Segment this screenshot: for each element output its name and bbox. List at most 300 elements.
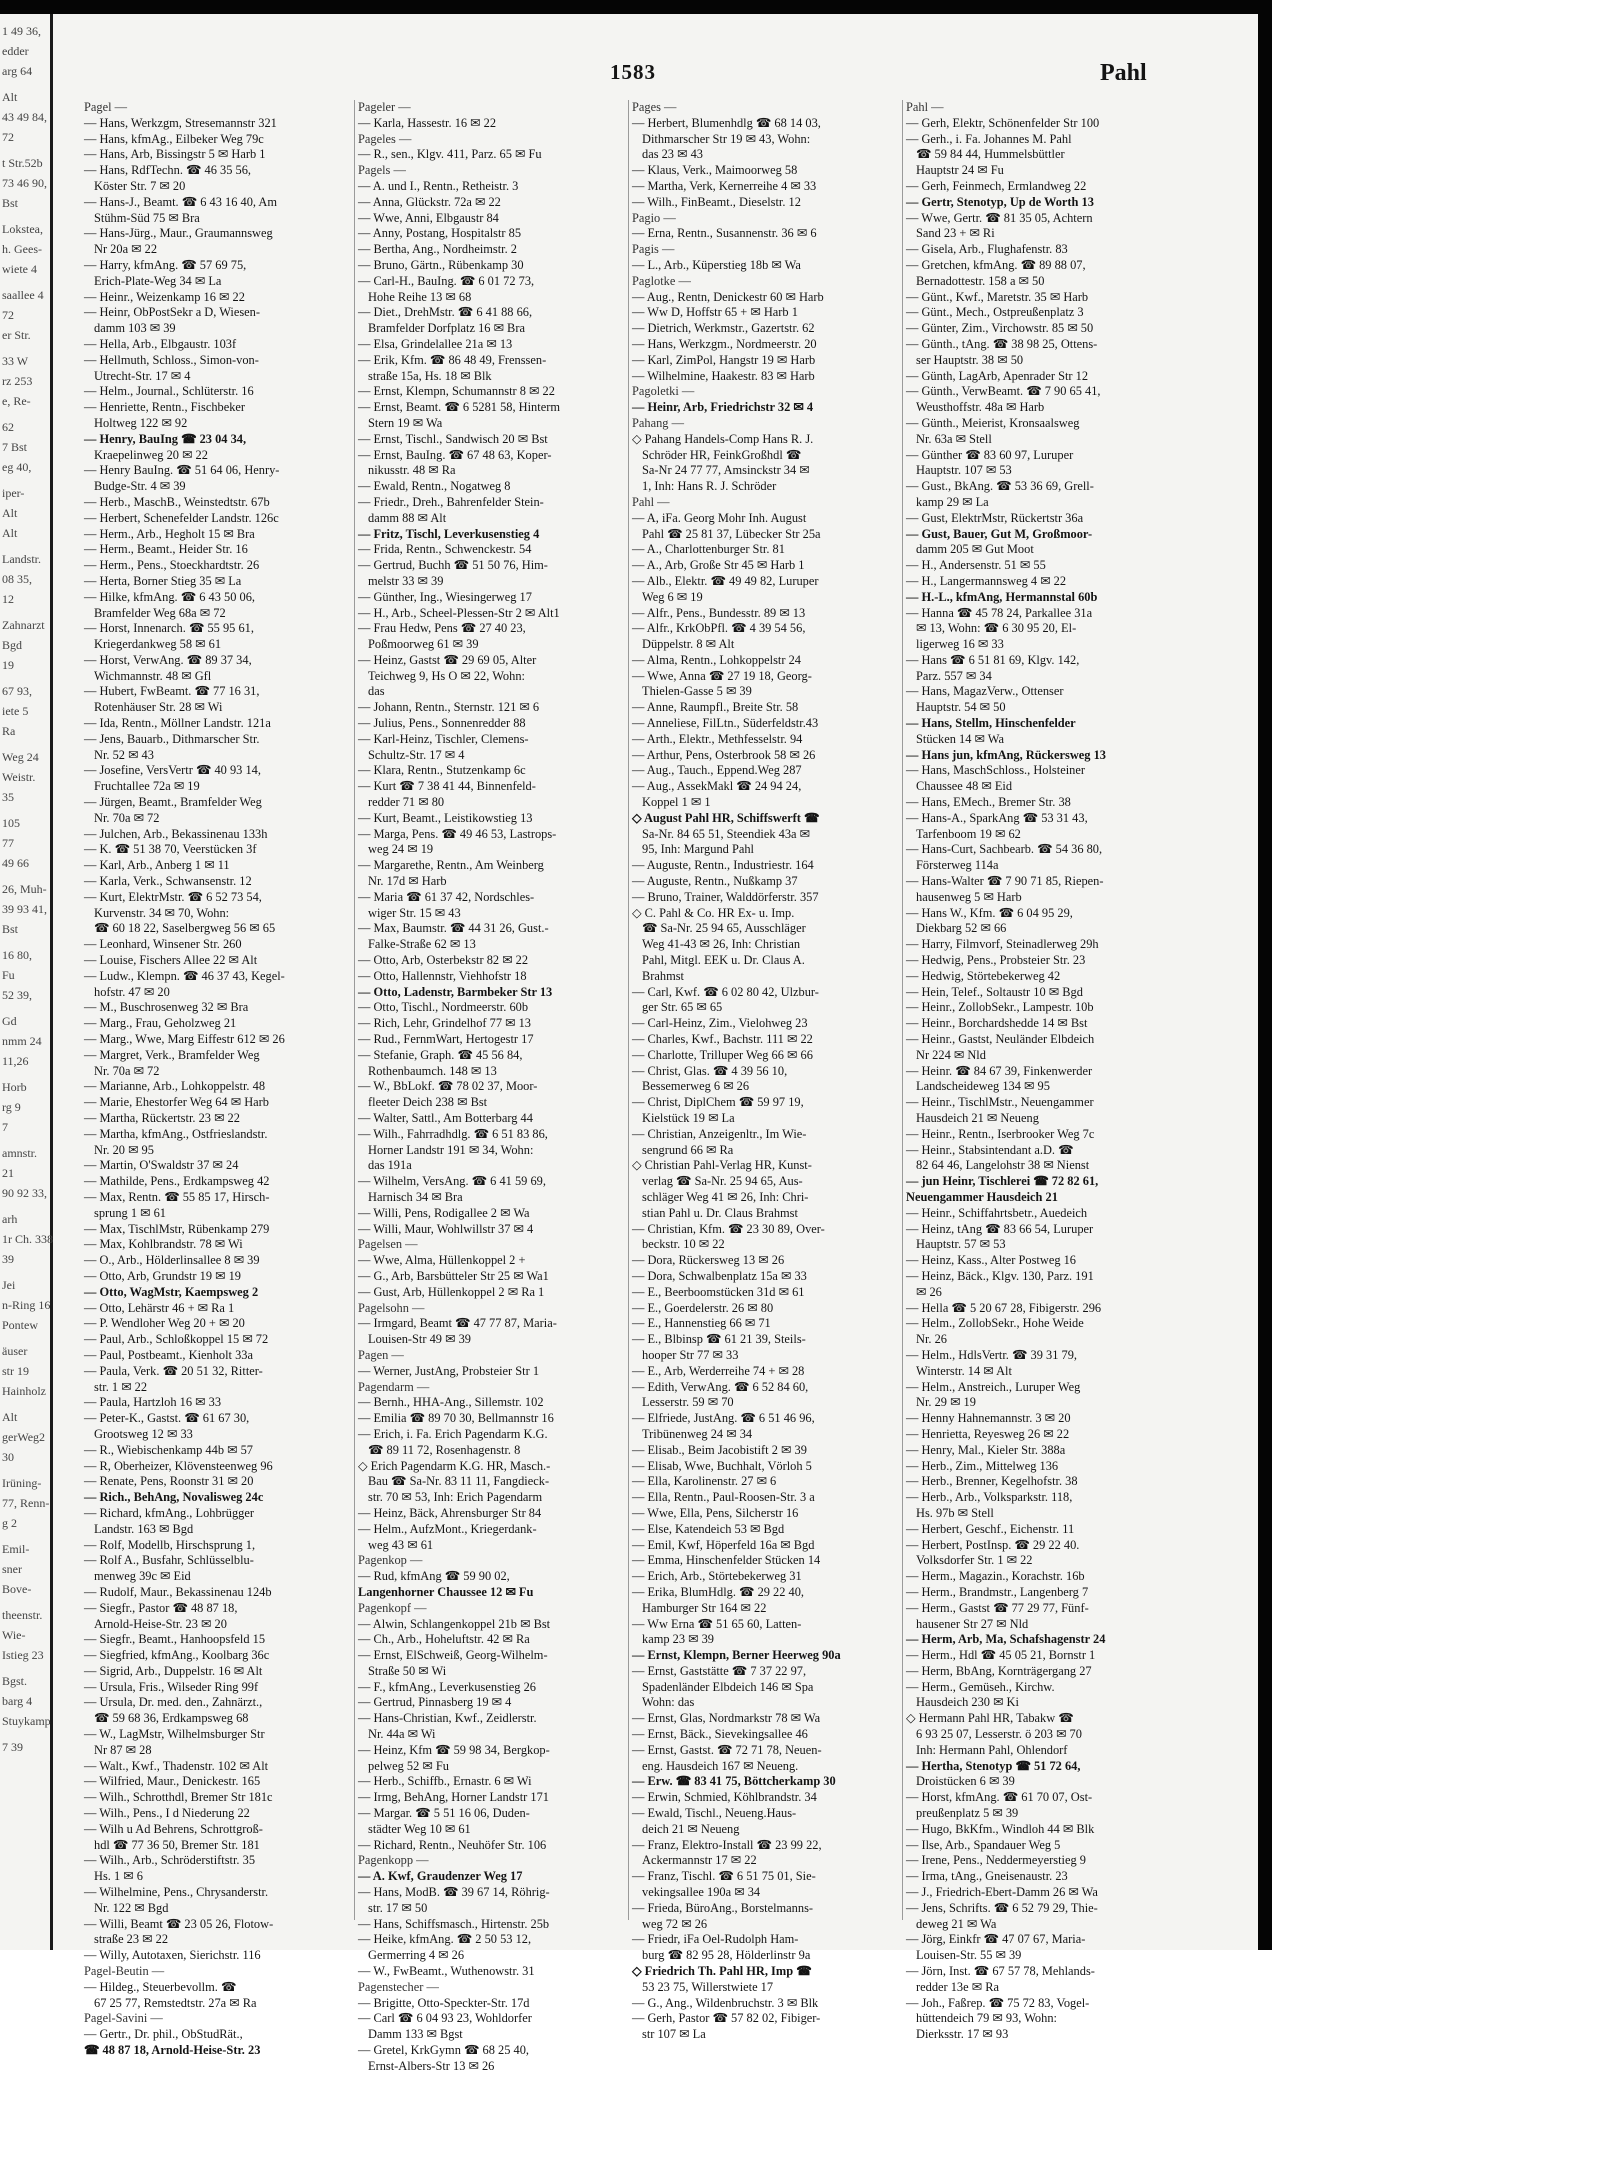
directory-entry-line: Wohn: das: [642, 1695, 695, 1710]
directory-entry-line: — Frau Hedw, Pens ☎ 27 40 23,: [358, 621, 526, 636]
directory-entry-line: — Gretchen, kfmAng. ☎ 89 88 07,: [906, 257, 1086, 272]
directory-entry-line: — Ernst, Klempn, Berner Heerweg 90a: [632, 1648, 841, 1663]
directory-entry-line: — Walt., Kwf., Thadenstr. 102 ✉ Alt: [84, 1758, 269, 1773]
directory-entry-line: Arnold-Heise-Str. 23 ✉ 20: [94, 1616, 227, 1631]
surname-heading: Pagenkop —: [358, 1553, 423, 1568]
directory-entry-line: Poßmoorweg 61 ✉ 39: [368, 637, 479, 652]
directory-entry-line: Nr. 70a ✉ 72: [94, 810, 160, 825]
prev-page-fragment: wiete 4: [2, 262, 37, 276]
directory-column-1: [84, 100, 356, 2058]
prev-page-fragment: str 19: [2, 1364, 29, 1378]
surname-heading: Pagels —: [358, 163, 406, 178]
directory-entry-line: — Herb., Zim., Mittelweg 136: [906, 1458, 1059, 1473]
prev-page-fragment: Lokstea,: [2, 222, 43, 236]
directory-entry-line: — Ursula, Fris., Wilseder Ring 99f: [84, 1679, 259, 1694]
directory-entry-line: 6 93 25 07, Lesserstr. ö 203 ✉ 70: [916, 1727, 1082, 1742]
directory-entry-line: Nr. 26: [916, 1332, 947, 1347]
directory-entry-line: ◇ Pahang Handels-Comp Hans R. J.: [632, 431, 814, 446]
surname-heading: Pagendarm —: [358, 1379, 430, 1394]
directory-entry-line: — Otto, Arb, Grundstr 19 ✉ 19: [84, 1268, 241, 1283]
prev-page-fragment: 72: [2, 130, 14, 144]
prev-page-fragment: sner: [2, 1562, 22, 1576]
directory-entry-line: — Hans, RdfTechn. ☎ 46 35 56,: [84, 163, 252, 178]
directory-entry-line: — Carl, Kwf. ☎ 6 02 80 42, Ulzbur-: [632, 984, 819, 999]
directory-entry-line: ☎ 48 87 18, Arnold-Heise-Str. 23: [84, 2043, 261, 2058]
directory-entry-line: Nr. 29 ✉ 19: [916, 1395, 976, 1410]
prev-page-fragment: arg 64: [2, 64, 33, 78]
directory-entry-line: — Heinr., Schiffahrtsbetr., Auedeich: [906, 1205, 1088, 1220]
prev-page-fragment: 30: [2, 1450, 14, 1464]
directory-entry-line: — Elisab., Beim Jacobistift 2 ✉ 39: [632, 1442, 807, 1457]
directory-entry-line: — Bruno, Trainer, Walddörferstr. 357: [632, 889, 819, 904]
directory-entry-line: — Erwin, Schmied, Köhlbrandstr. 34: [632, 1790, 817, 1805]
directory-entry-line: Rotenhäuser Str. 28 ✉ Wi: [94, 700, 223, 715]
directory-entry-line: — Otto, Ladenstr, Barmbeker Str 13: [358, 984, 553, 999]
directory-entry-line: — Herm., Gemüseh., Kirchw.: [906, 1679, 1055, 1694]
directory-entry-line: — E., Blbinsp ☎ 61 21 39, Steils-: [632, 1332, 806, 1347]
directory-entry-line: — Harry, kfmAng. ☎ 57 69 75,: [84, 257, 247, 272]
directory-entry-line: — Herbert, PostInsp. ☎ 29 22 40.: [906, 1537, 1080, 1552]
directory-entry-line: — Heinz, Bäck., Klgv. 130, Parz. 191: [906, 1268, 1094, 1283]
prev-page-fragment: saallee 4: [2, 288, 44, 302]
directory-entry-line: — Hans, MaschSchloss., Holsteiner: [906, 763, 1085, 778]
directory-entry-line: Brahmst: [642, 968, 684, 983]
directory-entry-line: — Heinr., Weizenkamp 16 ✉ 22: [84, 289, 245, 304]
directory-entry-line: — Rud., FernmWart, Hertogestr 17: [358, 1032, 534, 1047]
directory-entry-line: — Herb., MaschB., Weinstedtstr. 67b: [84, 494, 270, 509]
directory-entry-line: — Günter, Zim., Virchowstr. 85 ✉ 50: [906, 321, 1094, 336]
directory-entry-line: — Max, Kohlbrandstr. 78 ✉ Wi: [84, 1237, 243, 1252]
directory-entry-line: 82 64 46, Langelohstr 38 ✉ Nienst: [916, 1158, 1090, 1173]
surname-heading: Pages —: [632, 100, 677, 114]
directory-entry-line: — A, iFa. Georg Mohr Inh. August: [632, 510, 807, 525]
prev-page-fragment: gerWeg2: [2, 1430, 46, 1444]
directory-entry-line: — Rolf A., Busfahr, Schlüsselblu-: [84, 1553, 254, 1568]
directory-entry-line: — Hildeg., Steuerbevollm. ☎: [84, 1979, 237, 1994]
directory-entry-line: — Hans-J., Beamt. ☎ 6 43 16 40, Am: [84, 194, 278, 209]
directory-entry-line: — jun Heinr, Tischlerei ☎ 72 82 61,: [906, 1174, 1099, 1189]
directory-entry-line: — Harry, Filmvorf, Steinadlerweg 29h: [906, 937, 1099, 952]
directory-entry-line: — E., Arb, Werderreihe 74 + ✉ 28: [632, 1363, 805, 1378]
directory-entry-line: — O., Arb., Hölderlinsallee 8 ✉ 39: [84, 1253, 260, 1268]
prev-page-fragment: 39 93 41,: [2, 902, 47, 916]
directory-entry-line: damm 205 ✉ Gut Moot: [916, 542, 1034, 557]
directory-entry-line: — Max, Rentn. ☎ 55 85 17, Hirsch-: [84, 1189, 270, 1204]
directory-entry-line: Düppelstr. 8 ✉ Alt: [642, 637, 735, 652]
prev-page-fragment: 52 39,: [2, 988, 32, 1002]
directory-entry-line: — Hans W., Kfm. ☎ 6 04 95 29,: [906, 905, 1073, 920]
directory-entry-line: — Klaus, Verk., Maimoorweg 58: [632, 163, 798, 178]
directory-entry-line: — Ida, Rentn., Möllner Landstr. 121a: [84, 716, 271, 731]
prev-page-fragment: 7 39: [2, 1740, 23, 1754]
directory-entry-line: — Hans ☎ 6 51 81 69, Klgv. 142,: [906, 652, 1080, 667]
directory-entry-line: — A., Charlottenburger Str. 81: [632, 542, 785, 557]
directory-entry-line: — Arthur, Pens, Osterbrook 58 ✉ 26: [632, 747, 816, 762]
directory-entry-line: Teichweg 9, Hs O ✉ 22, Wohn:: [368, 668, 525, 683]
prev-page-fragment: g 2: [2, 1516, 17, 1530]
directory-entry-line: — Hans, Werkzgm, Stresemannstr 321: [84, 115, 277, 130]
prev-page-fragment: h. Gees-: [2, 242, 42, 256]
directory-entry-line: damm 88 ✉ Alt: [368, 510, 447, 525]
directory-entry-line: — Charles, Kwf., Bachstr. 111 ✉ 22: [632, 1032, 813, 1047]
directory-entry-line: — Aug., Tauch., Eppend.Weg 287: [632, 763, 802, 778]
directory-entry-line: — Karl, ZimPol, Hangstr 19 ✉ Harb: [632, 352, 816, 367]
directory-entry-line: — Anne, Raumpfl., Breite Str. 58: [632, 700, 799, 715]
directory-entry-line: ◇ Christian Pahl-Verlag HR, Kunst-: [632, 1158, 812, 1173]
directory-entry-line: Winterstr. 14 ✉ Alt: [916, 1363, 1012, 1378]
scan-top-border: [0, 0, 1272, 14]
directory-entry-line: — Bruno, Gärtn., Rübenkamp 30: [358, 257, 524, 272]
directory-entry-line: — Ernst, Gaststätte ☎ 7 37 22 97,: [632, 1663, 807, 1678]
directory-entry-line: Kurvenstr. 34 ✉ 70, Wohn:: [94, 905, 230, 920]
directory-entry-line: — Herta, Borner Stieg 35 ✉ La: [84, 573, 242, 588]
directory-entry-line: — Gust, Arb, Hüllenkoppel 2 ✉ Ra 1: [358, 1284, 545, 1299]
directory-entry-line: — A. und I., Rentn., Retheistr. 3: [358, 178, 519, 193]
directory-entry-line: — Wilh., Fahrradhdlg. ☎ 6 51 83 86,: [358, 1126, 548, 1141]
directory-entry-line: Hausdeich 21 ✉ Neueng: [916, 1111, 1039, 1125]
directory-entry-line: — Ella, Karolinenstr. 27 ✉ 6: [632, 1474, 777, 1489]
directory-column-3: [632, 100, 904, 2042]
directory-entry-line: ◇ Friedrich Th. Pahl HR, Imp ☎: [632, 1964, 812, 1979]
directory-entry-line: Tribünenweg 24 ✉ 34: [642, 1426, 753, 1441]
directory-entry-line: Louisen-Str 49 ✉ 39: [368, 1332, 471, 1347]
directory-entry-line: — Alwin, Schlangenkoppel 21b ✉ Bst: [358, 1616, 551, 1631]
directory-entry-line: — Herm., Hdl ☎ 45 05 21, Bornstr 1: [906, 1648, 1096, 1663]
surname-heading: Pagelsohn —: [358, 1300, 425, 1315]
surname-heading: Pageler —: [358, 100, 411, 114]
directory-entry-line: Bessemerweg 6 ✉ 26: [642, 1079, 750, 1094]
directory-entry-line: — Hans, Stellm, Hinschenfelder: [906, 716, 1076, 731]
directory-entry-line: — Gust, Bauer, Gut M, Großmoor-: [906, 526, 1093, 541]
directory-entry-line: — Dora, Schwalbenplatz 15a ✉ 33: [632, 1268, 807, 1283]
directory-entry-line: Pahl, Mitgl. EEK u. Dr. Claus A.: [642, 953, 805, 968]
directory-entry-line: Rothenbaumch. 148 ✉ 13: [368, 1063, 497, 1078]
directory-entry-line: — Elfriede, JustAng. ☎ 6 51 46 96,: [632, 1411, 815, 1426]
directory-entry-line: — Ernst, Gastst. ☎ 72 71 78, Neuen-: [632, 1742, 822, 1757]
directory-entry-line: Kielstück 19 ✉ La: [642, 1111, 735, 1125]
directory-entry-line: Stühm-Süd 75 ✉ Bra: [94, 210, 200, 225]
directory-entry-line: — Irmgard, Beamt ☎ 47 77 87, Maria-: [358, 1316, 557, 1331]
surname-heading: Pagenkopf —: [358, 1600, 427, 1615]
prev-page-fragment: rg 9: [2, 1100, 21, 1114]
directory-entry-line: — Heinz, Kfm ☎ 59 98 34, Bergkop-: [358, 1742, 550, 1757]
prev-page-fragment: iper-: [2, 486, 25, 500]
directory-entry-line: Fruchtallee 72a ✉ 19: [94, 779, 200, 794]
directory-entry-line: — Joh., Faßrep. ☎ 75 72 83, Vogel-: [906, 1995, 1090, 2010]
directory-entry-line: Damm 133 ✉ Bgst: [368, 2027, 463, 2042]
directory-entry-line: — Otto, Arb, Osterbekstr 82 ✉ 22: [358, 953, 529, 968]
directory-entry-line: — Rich., BehAng, Novalisweg 24c: [84, 1490, 264, 1505]
prev-page-fragment: t Str.52b: [2, 156, 43, 170]
directory-entry-line: Chaussee 48 ✉ Eid: [916, 779, 1013, 794]
directory-entry-line: Spadenländer Elbdeich 146 ✉ Spa: [642, 1679, 814, 1694]
prev-page-fragment: 72: [2, 308, 14, 322]
directory-entry-line: — Günth., Meierist, Kronsaalsweg: [906, 415, 1080, 430]
directory-entry-line: — Diet., DrehMstr. ☎ 6 41 88 66,: [358, 305, 533, 320]
directory-entry-line: beckstr. 10 ✉ 22: [642, 1237, 725, 1252]
directory-entry-line: — Helm., AufzMont., Kriegerdank-: [358, 1521, 537, 1536]
directory-entry-line: — Paula, Hartzloh 16 ✉ 33: [84, 1395, 222, 1410]
prev-page-fragment: 12: [2, 592, 14, 606]
directory-entry-line: — Willy, Autotaxen, Sierichstr. 116: [84, 1948, 261, 1963]
directory-entry-line: — Herb., Schiffb., Ernastr. 6 ✉ Wi: [358, 1774, 532, 1789]
directory-entry-line: burg ☎ 82 95 28, Hölderlinstr 9a: [642, 1948, 811, 1963]
directory-entry-line: — Margret, Verk., Bramfelder Weg: [84, 1047, 260, 1062]
directory-entry-line: melstr 33 ✉ 39: [368, 573, 444, 588]
directory-entry-line: — Hans-Curt, Sachbearb. ☎ 54 36 80,: [906, 842, 1103, 857]
directory-entry-line: sprung 1 ✉ 61: [94, 1205, 166, 1220]
prev-page-fragment: arh: [2, 1212, 18, 1226]
directory-entry-line: — Jörn, Inst. ☎ 67 57 78, Mehlands-: [906, 1964, 1095, 1979]
directory-entry-line: — Gerh, Feinmech, Ermlandweg 22: [906, 178, 1087, 193]
directory-entry-line: — Wilh., Pens., I d Niederung 22: [84, 1806, 250, 1821]
directory-entry-line: — Alb., Elektr. ☎ 49 49 82, Luruper: [632, 573, 819, 588]
directory-entry-line: hooper Str 77 ✉ 33: [642, 1347, 739, 1362]
directory-entry-line: Nr. 52 ✉ 43: [94, 747, 154, 762]
directory-entry-line: — Else, Katendeich 53 ✉ Bgd: [632, 1521, 785, 1536]
directory-entry-line: — H., Andersenstr. 51 ✉ 55: [906, 558, 1046, 573]
prev-page-fragment: Fu: [2, 968, 15, 982]
directory-entry-line: ☎ 59 68 36, Erdkampsweg 68: [94, 1711, 249, 1726]
directory-entry-line: — Helm., ZollobSekr., Hohe Weide: [906, 1316, 1084, 1331]
directory-entry-line: — Edith, VerwAng. ☎ 6 52 84 60,: [632, 1379, 809, 1394]
directory-entry-line: — Ilse, Arb., Spandauer Weg 5: [906, 1837, 1061, 1852]
running-header-word: Pahl: [1100, 60, 1147, 86]
directory-entry-line: — Horst, VerwAng. ☎ 89 37 34,: [84, 652, 252, 667]
directory-entry-line: — Heinr., Gastst, Neuländer Elbdeich: [906, 1032, 1095, 1047]
directory-entry-line: — Günth., tAng. ☎ 38 98 25, Ottens-: [906, 336, 1098, 351]
directory-entry-line: — Franz, Tischl. ☎ 6 51 75 01, Sie-: [632, 1869, 816, 1884]
directory-entry-line: hdl ☎ 77 36 50, Bremer Str. 181: [94, 1837, 260, 1852]
directory-entry-line: — Herm., Arb., Hegholt 15 ✉ Bra: [84, 526, 255, 541]
directory-entry-line: — Henny Hahnemannstr. 3 ✉ 20: [906, 1411, 1071, 1426]
directory-entry-line: — A., Arb, Große Str 45 ✉ Harb 1: [632, 558, 805, 573]
scan-right-border: [1258, 0, 1272, 1950]
directory-entry-line: — Gerh, Pastor ☎ 57 82 02, Fibiger-: [632, 2011, 821, 2026]
prev-page-fragment: 26, Muh-: [2, 882, 47, 896]
prev-page-fragment: Jei: [2, 1278, 16, 1292]
prev-page-fragment: eg 40,: [2, 460, 32, 474]
directory-entry-line: Hauptstr. 107 ✉ 53: [916, 463, 1012, 478]
directory-entry-line: — Wilhelmine, Haakestr. 83 ✉ Harb: [632, 368, 815, 383]
directory-entry-line: — Otto, Tischl., Nordmeerstr. 60b: [358, 1000, 529, 1015]
directory-entry-line: Weg 41-43 ✉ 26, Inh: Christian: [642, 937, 801, 952]
prev-page-fragment: Alt: [2, 1410, 18, 1424]
directory-entry-line: — Günther, Ing., Wiesingerweg 17: [358, 589, 532, 604]
previous-page-edge: [0, 14, 53, 1950]
directory-entry-line: — Christian, Anzeigenltr., Im Wie-: [632, 1126, 807, 1141]
directory-entry-line: Lesserstr. 59 ✉ 70: [642, 1395, 734, 1410]
prev-page-fragment: 62: [2, 420, 14, 434]
directory-entry-line: — G., Ang., Wildenbruchstr. 3 ✉ Blk: [632, 1995, 819, 2010]
directory-entry-line: — Johann, Rentn., Sternstr. 121 ✉ 6: [358, 700, 540, 715]
directory-entry-line: Dithmarscher Str 19 ✉ 43, Wohn:: [642, 131, 811, 146]
prev-page-fragment: Landstr.: [2, 552, 41, 566]
directory-entry-line: — Paul, Arb., Schloßkoppel 15 ✉ 72: [84, 1332, 269, 1347]
directory-entry-line: Falke-Straße 62 ✉ 13: [368, 937, 476, 952]
directory-entry-line: — Hanna ☎ 45 78 24, Parkallee 31a: [906, 605, 1093, 620]
directory-entry-line: — Jens, Bauarb., Dithmarscher Str.: [84, 731, 260, 746]
directory-entry-line: — Christ, DiplChem ☎ 59 97 19,: [632, 1095, 804, 1110]
directory-entry-line: — Gertr, Stenotyp, Up de Worth 13: [906, 194, 1094, 209]
directory-entry-line: — Hubert, FwBeamt. ☎ 77 16 31,: [84, 684, 260, 699]
directory-entry-line: — Gisela, Arb., Flughafenstr. 83: [906, 242, 1068, 257]
prev-page-fragment: 77, Renn-: [2, 1496, 50, 1510]
directory-entry-line: — Siegfr., Beamt., Hanhoopsfeld 15: [84, 1632, 266, 1647]
directory-entry-line: — Helm., HdlsVertr. ☎ 39 31 79,: [906, 1347, 1077, 1362]
directory-entry-line: — Hilke, kfmAng. ☎ 6 43 50 06,: [84, 589, 255, 604]
directory-entry-line: — Paul, Postbeamt., Kienholt 33a: [84, 1347, 253, 1362]
directory-entry-line: — Wwe, Ella, Pens, Silcherstr 16: [632, 1505, 799, 1520]
directory-entry-line: — Aug., Rentn, Denickestr 60 ✉ Harb: [632, 289, 824, 304]
directory-entry-line: — Günt., Mech., Ostpreußenplatz 3: [906, 305, 1084, 320]
directory-entry-line: — Heinr., TischlMstr., Neuengammer: [906, 1095, 1094, 1110]
directory-entry-line: sengrund 66 ✉ Ra: [642, 1142, 734, 1157]
directory-entry-line: fleeter Deich 238 ✉ Bst: [368, 1095, 488, 1110]
prev-page-fragment: Zahnarzt: [2, 618, 45, 632]
prev-page-fragment: 16 80,: [2, 948, 32, 962]
directory-entry-line: 67 25 77, Remstedtstr. 27a ✉ Ra: [94, 1995, 257, 2010]
directory-entry-line: — Kurt, ElektrMstr. ☎ 6 52 73 54,: [84, 889, 262, 904]
directory-entry-line: — Günt., Kwf., Maretstr. 35 ✉ Harb: [906, 289, 1089, 304]
directory-entry-line: — Hans, Werkzgm., Nordmeerstr. 20: [632, 336, 817, 351]
prev-page-fragment: 35: [2, 790, 14, 804]
prev-page-fragment: Irüning-: [2, 1476, 42, 1490]
directory-entry-line: Horner Landstr 191 ✉ 34, Wohn:: [368, 1142, 534, 1157]
directory-entry-line: — Gertr., Dr. phil., ObStudRät.,: [84, 2027, 243, 2042]
page-number: 1583: [610, 60, 656, 84]
directory-entry-line: — Erich, Arb., Störtebekerweg 31: [632, 1569, 802, 1584]
directory-entry-line: Grootsweg 12 ✉ 33: [94, 1426, 193, 1441]
prev-page-fragment: theenstr.: [2, 1608, 43, 1622]
directory-entry-line: — Hans, ModB. ☎ 39 67 14, Röhrig-: [358, 1885, 550, 1900]
directory-entry-line: Hamburger Str 164 ✉ 22: [642, 1600, 767, 1615]
directory-entry-line: — Gerh., i. Fa. Johannes M. Pahl: [906, 131, 1072, 146]
prev-page-fragment: 21: [2, 1166, 14, 1180]
prev-page-fragment: Wie-: [2, 1628, 26, 1642]
prev-page-fragment: äuser: [2, 1344, 28, 1358]
directory-entry-line: Stern 19 ✉ Wa: [368, 415, 443, 430]
directory-entry-line: Nr 224 ✉ Nld: [916, 1047, 986, 1062]
directory-entry-line: str 107 ✉ La: [642, 2027, 706, 2042]
directory-entry-line: — Gust, ElektrMstr, Rückertstr 36a: [906, 510, 1084, 525]
directory-entry-line: — Irma, tAng., Gneisenaustr. 23: [906, 1869, 1068, 1884]
directory-entry-line: — Ernst, BauIng. ☎ 67 48 63, Koper-: [358, 447, 552, 462]
directory-entry-line: pelweg 52 ✉ Fu: [368, 1758, 449, 1773]
prev-page-fragment: Bgd: [2, 638, 23, 652]
directory-entry-line: — Dietrich, Werkmstr., Gazertstr. 62: [632, 321, 815, 336]
surname-heading: Pahl —: [906, 100, 944, 114]
directory-entry-line: — Jens, Schrifts. ☎ 6 52 79 29, Thie-: [906, 1900, 1098, 1915]
directory-entry-line: — W., FwBeamt., Wuthenowstr. 31: [358, 1964, 535, 1979]
directory-entry-line: ✉ 13, Wohn: ☎ 6 30 95 20, El-: [916, 621, 1077, 636]
directory-entry-line: — Henry BauIng. ☎ 51 64 06, Henry-: [84, 463, 280, 478]
directory-entry-line: — Gerh, Elektr, Schönenfelder Str 100: [906, 115, 1100, 130]
directory-entry-line: Budge-Str. 4 ✉ 39: [94, 479, 186, 494]
prev-page-fragment: Alt: [2, 526, 18, 540]
directory-entry-line: — Hans, Arb, Bissingstr 5 ✉ Harb 1: [84, 147, 266, 162]
directory-entry-line: — R., Wiebischenkamp 44b ✉ 57: [84, 1442, 253, 1457]
directory-entry-line: — Carl-H., BauIng. ☎ 6 01 72 73,: [358, 273, 535, 288]
directory-entry-line: — Günth, LagArb, Apenrader Str 12: [906, 368, 1089, 383]
directory-entry-line: — Julius, Pens., Sonnenredder 88: [358, 716, 526, 731]
directory-entry-line: hüttendeich 79 ✉ 93, Wohn:: [916, 2011, 1057, 2026]
directory-entry-line: — Anny, Postang, Hospitalstr 85: [358, 226, 522, 241]
directory-entry-line: — Ernst, Tischl., Sandwisch 20 ✉ Bst: [358, 431, 548, 446]
directory-entry-line: — Heinr, Arb, Friedrichstr 32 ✉ 4: [632, 400, 814, 415]
prev-page-fragment: n-Ring 16: [2, 1298, 51, 1312]
prev-page-fragment: 77: [2, 836, 14, 850]
directory-entry-line: — Margar. ☎ 5 51 16 06, Duden-: [358, 1806, 530, 1821]
prev-page-fragment: Alt: [2, 90, 18, 104]
directory-entry-line: weg 24 ✉ 19: [368, 842, 434, 857]
directory-entry-line: — Klara, Rentn., Stutzenkamp 6c: [358, 763, 526, 778]
prev-page-fragment: Stuykamp: [2, 1714, 51, 1728]
directory-entry-line: — Karla, Hassestr. 16 ✉ 22: [358, 115, 497, 130]
directory-entry-line: das 23 ✉ 43: [642, 147, 703, 162]
directory-entry-line: — Rud, kfmAng ☎ 59 90 02,: [358, 1569, 510, 1584]
prev-page-fragment: nmm 24: [2, 1034, 42, 1048]
directory-entry-line: — Hans, MagazVerw., Ottenser: [906, 684, 1064, 699]
directory-entry-line: — Ella, Rentn., Paul-Roosen-Str. 3 a: [632, 1490, 815, 1505]
prev-page-fragment: Pontew: [2, 1318, 38, 1332]
directory-entry-line: ger Str. 65 ✉ 65: [642, 1000, 723, 1015]
directory-entry-line: Landscheideweg 134 ✉ 95: [916, 1079, 1050, 1094]
directory-entry-line: — Ernst, Beamt. ☎ 6 5281 58, Hinterm: [358, 400, 560, 415]
directory-entry-line: — Horst, Innenarch. ☎ 55 95 61,: [84, 621, 254, 636]
prev-page-fragment: 19: [2, 658, 14, 672]
directory-entry-line: eng. Hausdeich 167 ✉ Neueng.: [642, 1758, 799, 1773]
directory-entry-line: Weusthoffstr. 48a ✉ Harb: [916, 400, 1045, 415]
directory-entry-line: — Hans jun, kfmAng, Rückersweg 13: [906, 747, 1106, 762]
directory-entry-line: — Christian, Kfm. ☎ 23 30 89, Over-: [632, 1221, 825, 1236]
directory-entry-line: — Frida, Rentn., Schwenckestr. 54: [358, 542, 532, 557]
directory-entry-line: — Frieda, BüroAng., Borstelmanns-: [632, 1900, 814, 1915]
directory-entry-line: str. 17 ✉ 50: [368, 1900, 428, 1915]
directory-entry-line: — Heinr., Rentn., Iserbrooker Weg 7c: [906, 1126, 1095, 1141]
directory-entry-line: — M., Buschrosenweg 32 ✉ Bra: [84, 1000, 249, 1015]
directory-entry-line: — Martha, Rückertstr. 23 ✉ 22: [84, 1111, 240, 1125]
directory-entry-line: — Emilia ☎ 89 70 30, Bellmannstr 16: [358, 1411, 554, 1426]
directory-entry-line: — Erw. ☎ 83 41 75, Böttcherkamp 30: [632, 1774, 836, 1789]
directory-entry-line: — Herm., Magazin., Korachstr. 16b: [906, 1569, 1085, 1584]
directory-entry-line: — Hertha, Stenotyp ☎ 51 72 64,: [906, 1758, 1081, 1773]
directory-entry-line: — Erich, i. Fa. Erich Pagendarm K.G.: [358, 1426, 548, 1441]
directory-entry-line: — Herm., Gastst ☎ 77 29 77, Fünf-: [906, 1600, 1089, 1615]
directory-entry-line: — Maria ☎ 61 37 42, Nordschles-: [358, 889, 535, 904]
directory-entry-line: — Herbert, Geschf., Eichenstr. 11: [906, 1521, 1075, 1536]
directory-entry-line: das 191a: [368, 1158, 412, 1173]
directory-entry-line: ◇ Erich Pagendarm K.G. HR, Masch.-: [358, 1458, 551, 1473]
directory-entry-line: Kriegerdankweg 58 ✉ 61: [94, 637, 222, 652]
directory-entry-line: Holtweg 122 ✉ 92: [94, 415, 188, 430]
directory-entry-line: — Paula, Verk. ☎ 20 51 32, Ritter-: [84, 1363, 263, 1378]
prev-page-fragment: 1 49 36,: [2, 24, 41, 38]
directory-entry-line: — H.-L., kfmAng, Hermannstal 60b: [906, 589, 1098, 604]
directory-entry-line: — Hella, Arb., Elbgaustr. 103f: [84, 336, 237, 351]
directory-entry-line: — Henry, Mal., Kieler Str. 388a: [906, 1442, 1066, 1457]
directory-entry-line: Dierksstr. 17 ✉ 93: [916, 2027, 1009, 2042]
directory-entry-line: — P. Wendloher Weg 20 + ✉ 20: [84, 1316, 245, 1331]
directory-entry-line: kamp 29 ✉ La: [916, 494, 989, 509]
directory-entry-line: Nr. 17d ✉ Harb: [368, 874, 447, 889]
directory-entry-line: Bramfelder Dorfplatz 16 ✉ Bra: [368, 321, 525, 336]
directory-entry-line: 1, Inh: Hans R. J. Schröder: [642, 479, 777, 494]
prev-page-fragment: Bove-: [2, 1582, 32, 1596]
directory-entry-line: — Josefine, VersVertr ☎ 40 93 14,: [84, 763, 261, 778]
directory-entry-line: — Herbert, Schenefelder Landstr. 126c: [84, 510, 279, 525]
prev-page-fragment: 90 92 33,: [2, 1186, 47, 1200]
